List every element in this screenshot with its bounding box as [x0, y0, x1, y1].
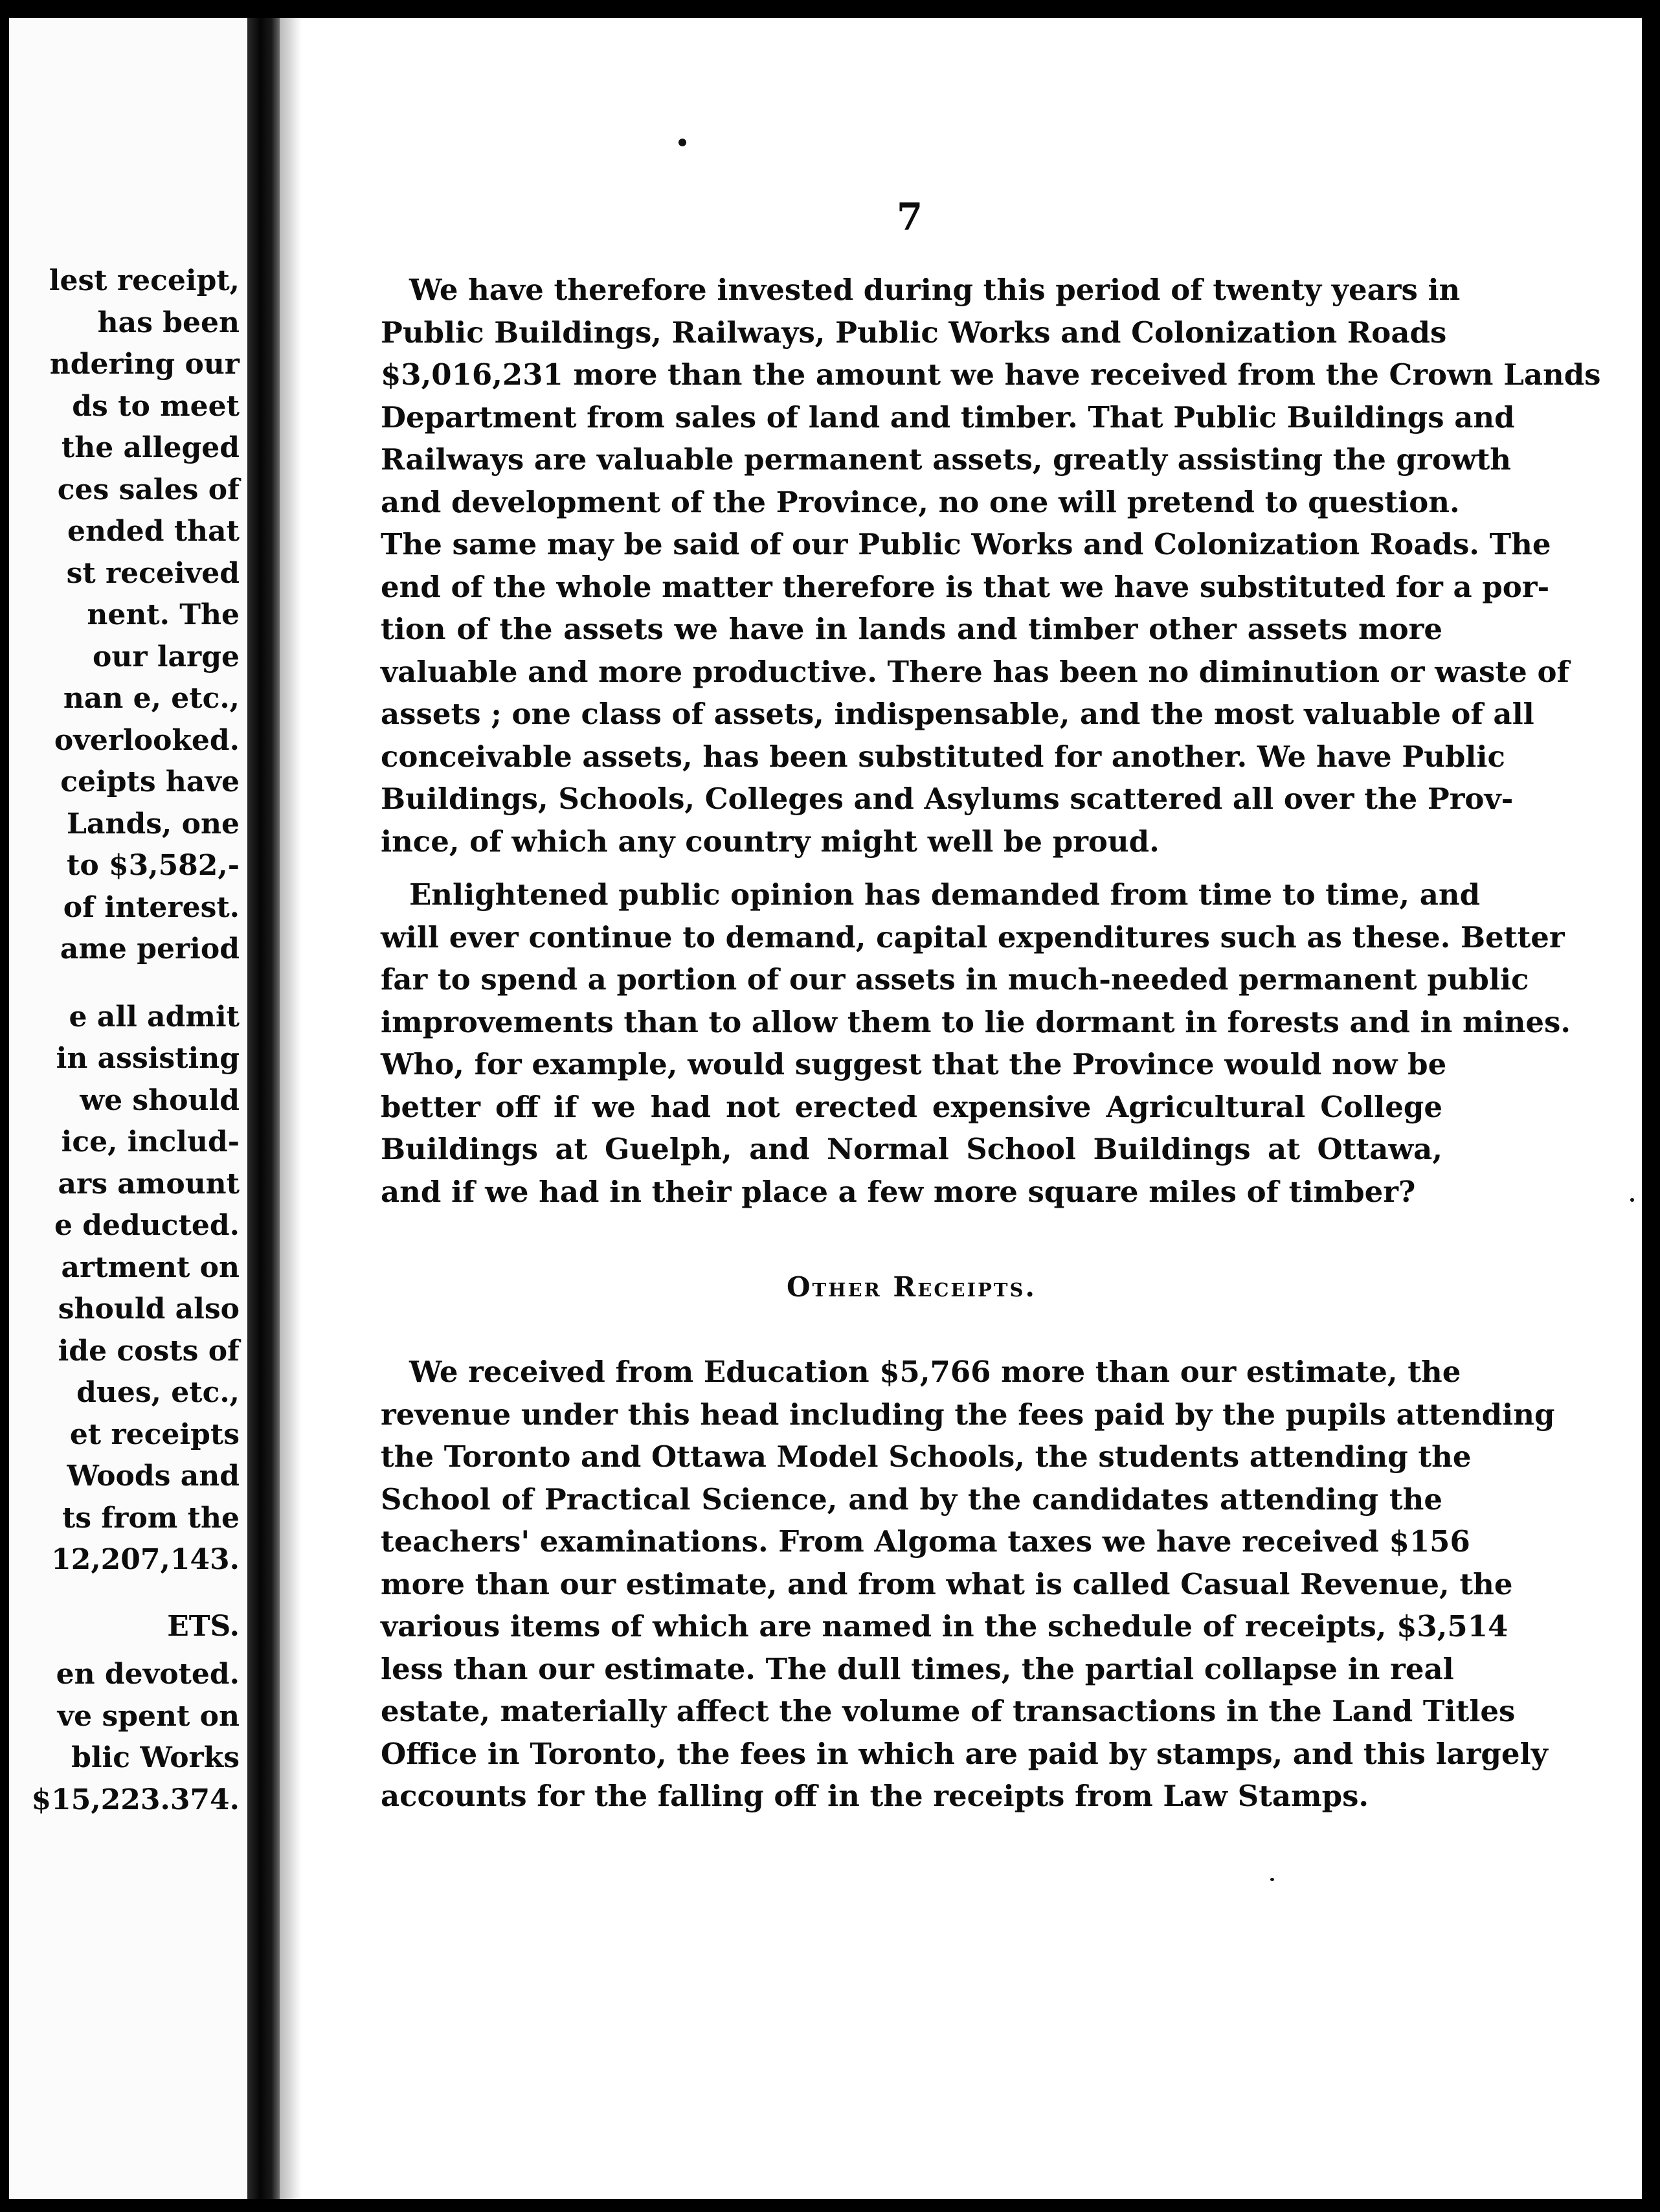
text-line: teachers' examinations. From Algoma taxes we have received $156 — [381, 1524, 1470, 1559]
scan-border-top — [0, 0, 1660, 18]
text-line: Buildings at Guelph, and Normal School Buildings at Ottawa, — [381, 1132, 1442, 1166]
facing-page-line: has been — [97, 306, 240, 339]
text-line: more than our estimate, and from what is called Casual Revenue, the — [381, 1566, 1513, 1601]
facing-page-fragment — [9, 18, 247, 2199]
facing-page-line: ide costs of — [58, 1334, 240, 1368]
scan-border-bottom — [0, 2199, 1660, 2212]
gutter-shadow — [280, 18, 302, 2199]
text-line: and if we had in their place a few more square miles of timber? — [381, 1174, 1416, 1209]
text-line: We have therefore invested during this period of twenty years in — [409, 273, 1461, 307]
ink-speck — [1630, 1198, 1634, 1202]
book-gutter — [247, 18, 280, 2199]
text-line: accounts for the falling off in the receipts from Law Stamps. — [381, 1779, 1369, 1813]
text-line: Office in Toronto, the fees in which are paid by stamps, and this largely — [381, 1736, 1548, 1771]
facing-page-line: in assisting — [56, 1042, 240, 1075]
text-line: Railways are valuable permanent assets, greatly assisting the growth — [381, 442, 1511, 477]
facing-page-line: nan e, etc., — [63, 682, 240, 715]
text-line: Buildings, Schools, Colleges and Asylums scattered all over the Prov- — [381, 782, 1514, 816]
paragraph-investment — [381, 269, 1601, 863]
facing-page-line: ndering our — [49, 348, 240, 381]
facing-page-line: Lands, one — [67, 807, 240, 841]
facing-page-line: to $3,582,- — [67, 849, 240, 882]
paragraph-public-opinion — [381, 874, 1571, 1213]
text-line: far to spend a portion of our assets in much-needed permanent public — [381, 962, 1529, 997]
facing-page-line: e deducted. — [54, 1209, 240, 1242]
facing-page-line: blic Works — [71, 1741, 240, 1774]
facing-page-line: ETS. — [167, 1609, 240, 1643]
facing-page-line: ts from the — [62, 1501, 240, 1535]
text-line: and development of the Province, no one will pretend to question. — [381, 484, 1460, 519]
facing-page-line: of interest. — [63, 890, 240, 924]
text-line: will ever continue to demand, capital expenditures such as these. Better — [381, 920, 1565, 954]
text-line: Public Buildings, Railways, Public Works and Colonization Roads — [381, 315, 1447, 350]
paragraph-other-receipts — [381, 1351, 1555, 1818]
page-number: 7 — [896, 195, 923, 239]
text-line: Who, for example, would suggest that the Province would now be — [381, 1047, 1447, 1081]
text-line: tion of the assets we have in lands and timber other assets more — [381, 612, 1442, 646]
facing-page-line: ars amount — [58, 1167, 240, 1201]
facing-page-line: st received — [66, 556, 240, 590]
text-line: revenue under this head including the fees paid by the pupils attending — [381, 1397, 1555, 1432]
text-line: conceivable assets, has been substituted for another. We have Public — [381, 739, 1505, 774]
text-line: ince, of which any country might well be proud. — [381, 824, 1160, 859]
text-line: The same may be said of our Public Works and Colonization Roads. The — [381, 527, 1551, 561]
text-line: assets ; one class of assets, indispensable, and the most valuable of all — [381, 697, 1534, 731]
facing-page-line: we should — [80, 1083, 240, 1117]
text-line: valuable and more productive. There has been no diminution or waste of — [381, 654, 1569, 689]
facing-page-line: ve spent on — [57, 1699, 240, 1733]
text-line: improvements than to allow them to lie dormant in forests and in mines. — [381, 1004, 1571, 1039]
scan-border-right — [1642, 0, 1660, 2212]
scan-border-left — [0, 0, 9, 2212]
facing-page-line: 12,207,143. — [51, 1543, 240, 1576]
ink-speck — [679, 139, 686, 146]
section-heading: Other Receipts. — [786, 1271, 1037, 1303]
text-line: School of Practical Science, and by the candidates attending the — [381, 1482, 1442, 1517]
text-line: We received from Education $5,766 more than our estimate, the — [409, 1355, 1461, 1389]
text-line: estate, materially affect the volume of transactions in the Land Titles — [381, 1694, 1516, 1728]
facing-page-line: ame period — [60, 932, 240, 965]
facing-page-line: our large — [92, 640, 240, 673]
facing-page-line: should also — [58, 1292, 240, 1326]
facing-page-line: et receipts — [69, 1417, 240, 1451]
ink-speck — [1270, 1878, 1274, 1881]
facing-page-line: ces sales of — [57, 473, 240, 506]
facing-page-line: ds to meet — [72, 389, 240, 423]
text-line: Enlightened public opinion has demanded from time to time, and — [409, 877, 1481, 912]
text-line: $3,016,231 more than the amount we have received from the Crown Lands — [381, 357, 1601, 392]
facing-page-line: $15,223.374. — [31, 1783, 240, 1816]
text-line: various items of which are named in the schedule of receipts, $3,514 — [381, 1609, 1509, 1643]
text-line: less than our estimate. The dull times, the partial collapse in real — [381, 1651, 1454, 1686]
facing-page-line: Woods and — [67, 1460, 240, 1493]
facing-page-line: nent. The — [87, 598, 240, 631]
text-line: better off if we had not erected expensive Agricultural College — [381, 1089, 1442, 1124]
facing-page-line: ceipts have — [60, 765, 240, 798]
facing-page-line: the alleged — [61, 431, 240, 464]
facing-page-line: ended that — [67, 515, 240, 548]
text-line: Department from sales of land and timber. That Public Buildings and — [381, 400, 1515, 435]
facing-page-line: overlooked. — [54, 723, 240, 757]
facing-page-line: ice, includ- — [61, 1125, 240, 1158]
text-line: the Toronto and Ottawa Model Schools, the students attending the — [381, 1439, 1472, 1474]
facing-page-line: e all admit — [69, 1000, 240, 1033]
facing-page-line: en devoted. — [56, 1658, 240, 1691]
facing-page-line: artment on — [61, 1250, 240, 1284]
facing-page-line: lest receipt, — [49, 264, 240, 297]
text-line: end of the whole matter therefore is that we have substituted for a por- — [381, 569, 1550, 604]
facing-page-line: dues, etc., — [76, 1376, 240, 1409]
